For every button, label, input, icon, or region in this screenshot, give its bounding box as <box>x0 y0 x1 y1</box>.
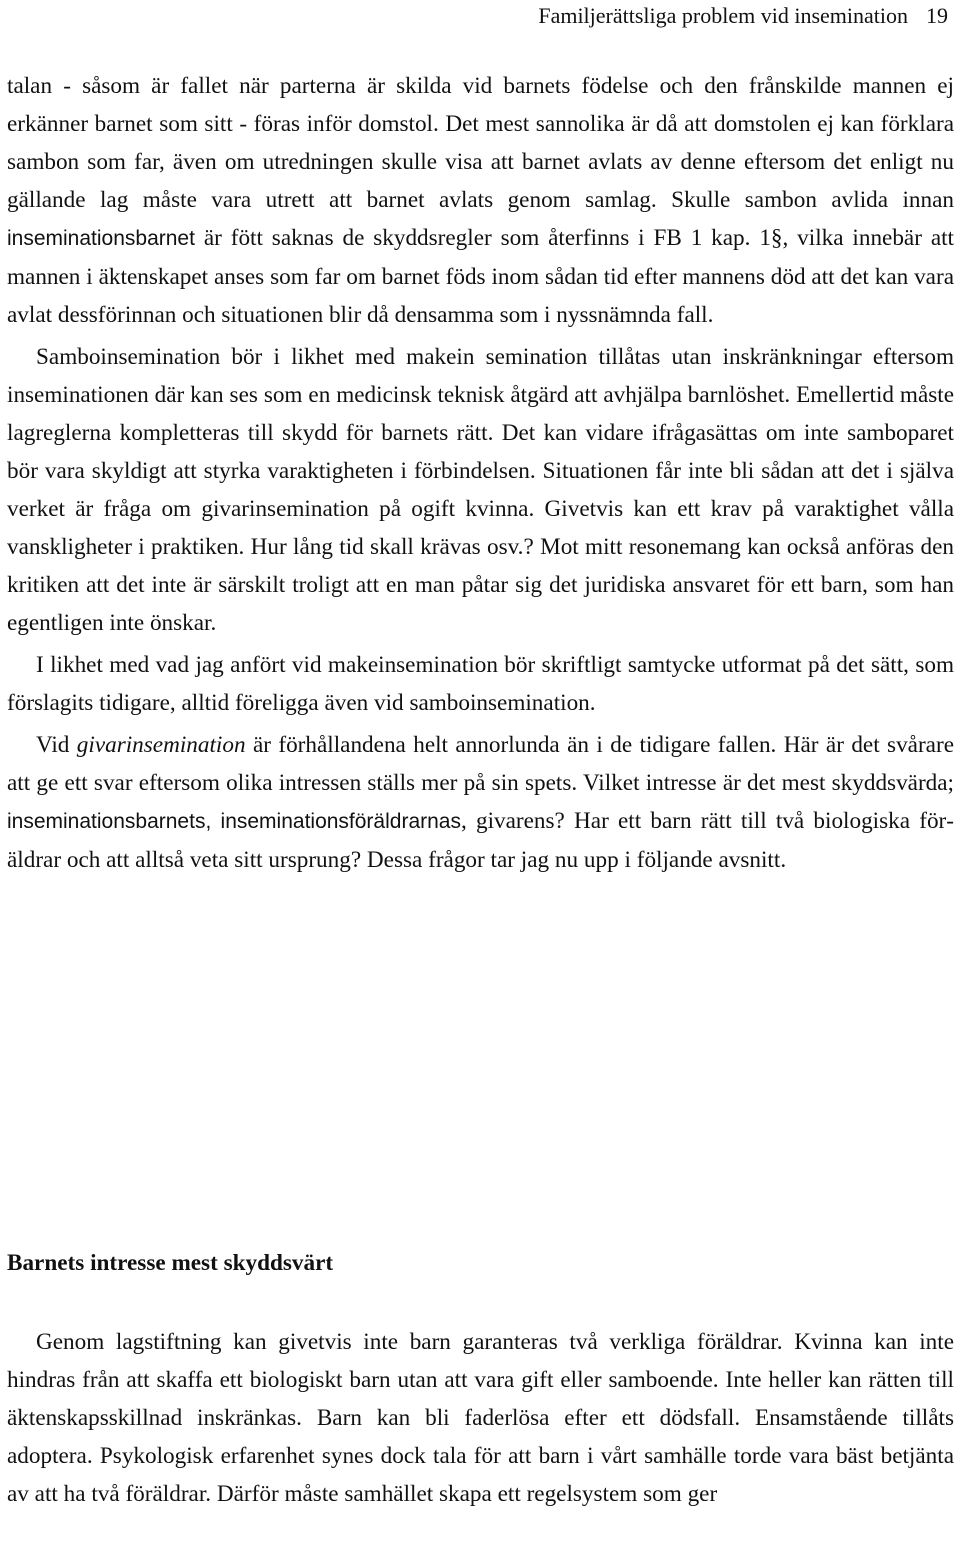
paragraph-4-text-c: är förhållandena helt annorlunda än i de tidigare fallen. Här är det svårare att ge ett svar eftersom olika intressen ställs mer på sin spets. Vilket intresse är det mest skyddsvärda; <box>7 732 954 796</box>
section-paragraph-1: Genom lagstiftning kan givetvis inte barn garanteras två verkliga föräldrar. Kvinna kan inte hindras från att skaffa ett biologiskt barn utan att vara gift eller samboende. Inte heller kan rätten till äktenskapsskillnad inskränkas. Barn kan bli faderlösa efter ett dödsfall. Ensamstående tillåts adoptera. Psykologisk erfarenhet synes dock tala för att barn i vårt samhälle torde vara bäst betjänta av att ha två föräldrar. Därför måste samhället skapa ett regelsystem som ger <box>7 1329 954 1507</box>
paragraph-2: Samboinsemination bör i likhet med makein semination tillåtas utan inskränkningar eftersom inseminationen där kan ses som en medicinsk teknisk åtgärd att avhjälpa barnlöshet. Emellertid måste lagreglerna kompletteras till skydd för barnets rätt. Det kan vidare ifrågasättas om inte samboparet bör vara skyldigt att styrka varaktigheten i förbindelsen. Situationen får inte bli sådan att det i själva verket är fråga om givarinsemination på ogift kvinna. Givetvis kan ett krav på varaktighet vålla vanskligheter i praktiken. Hur lång tid skall krävas osv.? Mot mitt resonemang kan också anföras den kritiken att det inte är särskilt troligt att en man påtar sig det juridiska ansvaret för ett barn, som han egentligen inte önskar. <box>7 344 954 636</box>
section-body <box>7 1323 954 1513</box>
paragraph-4-text-e: , givarens? Har ett barn rätt till två biologiska föräldrar och att alltså veta sitt ursprung? Dessa frågor tar jag nu upp i följande avsnitt. <box>7 808 954 873</box>
body-text <box>7 67 954 879</box>
paragraph-1-text-a: talan - såsom är fallet när parterna är skilda vid barnets födelse och den frånskilde mannen ej erkänner barnet som sitt - föras inför domstol. Det mest sannolika är då att domstolen ej kan förklara sambon som far, även om utredningen skulle visa att barnet avlats av denne eftersom det enligt nu gällande lag måste vara utrett att barnet avlats genom samlag. Skulle sambon avlida innan <box>7 73 954 213</box>
running-title: Familjerättsliga problem vid insemination <box>538 3 908 28</box>
paragraph-4-text-a: Vid <box>36 732 77 758</box>
section-heading: Barnets intresse mest skyddsvärt <box>7 1250 334 1276</box>
paragraph-4-terms: inseminationsbarnets, inseminationsföräldrarnas <box>7 810 461 833</box>
paragraph-4-emphasis: givarinsemination <box>76 732 246 758</box>
paragraph-3: I likhet med vad jag anfört vid makeinsemination bör skriftligt samtycke utformat på det sätt, som förslagits tidigare, alltid föreligga även vid samboinsemination. <box>7 652 954 716</box>
page-number: 19 <box>926 3 948 28</box>
running-header <box>538 2 948 30</box>
paragraph-4 <box>7 726 954 879</box>
paragraph-1 <box>7 67 954 334</box>
paragraph-1-text-c: är fött saknas de skyddsregler som återfinns i FB 1 kap. 1§, vilka innebär att mannen i äktenskapet anses som far om barnet föds inom sådan tid efter mannens död att det kan vara avlat dessförinnan och situationen blir då densamma som i nyssnämnda fall. <box>7 225 954 328</box>
paragraph-1-term: inseminationsbarnet <box>7 227 195 250</box>
